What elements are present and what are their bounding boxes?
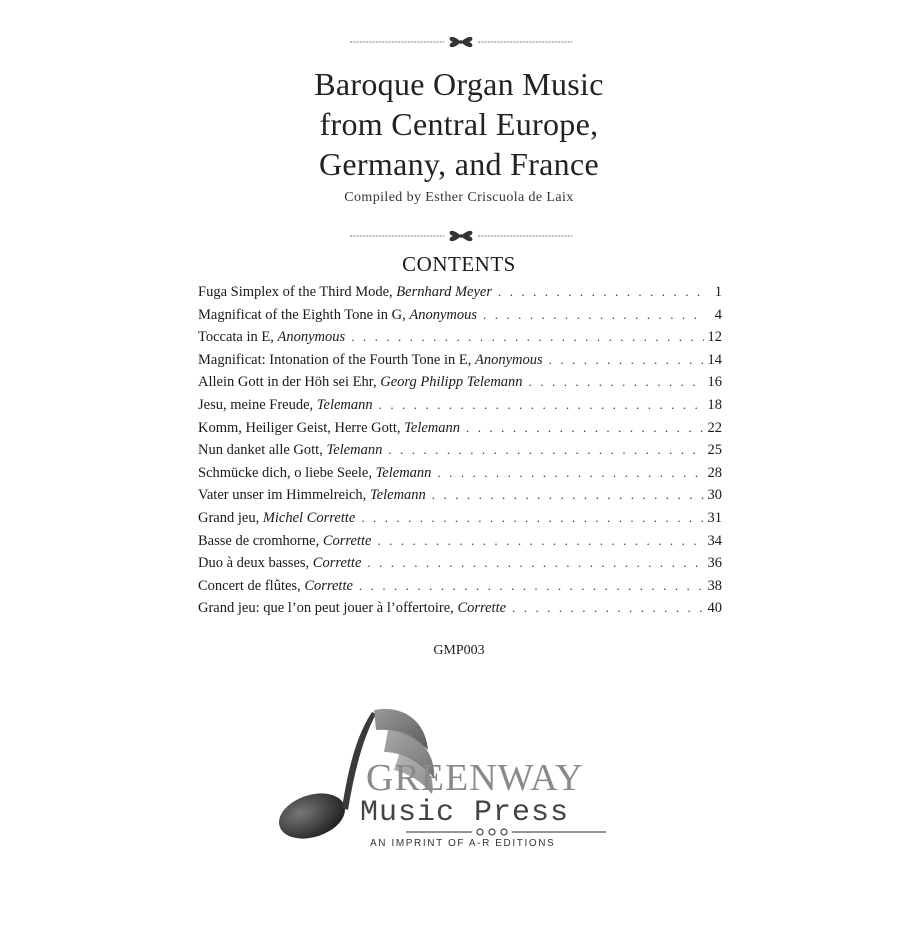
toc-leader-dots (512, 600, 703, 616)
toc-page-number: 34 (707, 532, 722, 549)
toc-entry (198, 374, 722, 397)
toc-title: Concert de flûtes, Corrette (198, 577, 353, 594)
toc-page-number: 4 (714, 306, 722, 323)
toc-title: Grand jeu: que l’on peut jouer à l’offertoire, Corrette (198, 600, 507, 617)
toc-title: Schmücke dich, o liebe Seele, Telemann (198, 464, 432, 481)
toc-page-number: 16 (707, 374, 722, 391)
toc-leader-dots (379, 397, 704, 413)
toc-entry (198, 465, 722, 488)
toc-entry (198, 510, 722, 533)
toc-composer: Telemann (404, 419, 461, 436)
toc-page-number: 12 (707, 329, 722, 346)
toc-page-number: 28 (707, 464, 722, 481)
toc-composer: Telemann (375, 464, 432, 481)
toc-composer: Telemann (326, 442, 383, 459)
toc-leader-dots (351, 329, 703, 345)
toc-composer: Corrette (322, 532, 372, 549)
toc-page-number: 38 (707, 577, 722, 594)
toc-page-number: 25 (707, 442, 722, 459)
toc-composer: Corrette (304, 577, 353, 594)
title-line-1: Baroque Organ Music (314, 66, 604, 102)
toc-entry (198, 307, 722, 330)
toc-page-number: 1 (714, 284, 722, 300)
toc-composer: Bernhard Meyer (396, 284, 492, 300)
contents-heading: CONTENTS (402, 252, 516, 276)
toc-title: Vater unser im Himmelreich, Telemann (198, 487, 426, 504)
toc-entry (198, 420, 722, 443)
toc-entry (198, 600, 722, 623)
toc-composer: Georg Philipp Telemann (380, 374, 523, 391)
table-of-contents (198, 284, 722, 623)
toc-page-number: 31 (707, 509, 722, 526)
title-line-2: from Central Europe, (319, 106, 599, 142)
toc-leader-dots (361, 510, 703, 526)
toc-composer: Michel Corrette (262, 509, 356, 526)
toc-composer: Corrette (312, 555, 362, 572)
toc-title: Jesu, meine Freude, Telemann (198, 396, 373, 413)
book-title (0, 64, 900, 184)
toc-title: Fuga Simplex of the Third Mode, Bernhard Meyer (198, 284, 492, 300)
toc-page-number: 18 (707, 396, 722, 413)
fleuron-icon (450, 37, 473, 47)
title-line-3: Germany, and France (319, 146, 599, 182)
toc-entry (198, 555, 722, 578)
toc-composer: Telemann (369, 487, 426, 504)
toc-title: Duo à deux basses, Corrette (198, 555, 362, 572)
top-ornament-divider (350, 34, 572, 50)
toc-leader-dots (466, 420, 703, 436)
toc-entry (198, 442, 722, 465)
toc-title: Allein Gott in der Höh sei Ehr, Georg Philipp Telemann (198, 374, 523, 391)
toc-leader-dots (432, 487, 704, 503)
logo-imprint: AN IMPRINT OF A-R EDITIONS (370, 838, 556, 849)
toc-page-number: 36 (707, 555, 722, 572)
toc-leader-dots (549, 352, 704, 368)
toc-title: Nun danket alle Gott, Telemann (198, 442, 383, 459)
toc-title: Magnificat of the Eighth Tone in G, Anonymous (198, 306, 478, 323)
toc-composer: Anonymous (277, 329, 346, 346)
toc-page-number: 40 (707, 600, 722, 617)
toc-title: Basse de cromhorne, Corrette (198, 532, 372, 549)
toc-entry (198, 533, 722, 556)
toc-leader-dots (359, 578, 704, 594)
toc-page-number: 14 (707, 351, 722, 368)
logo-name: GREENWAY (366, 757, 584, 799)
logo-subtitle: Music Press (360, 796, 570, 830)
toc-entry (198, 352, 722, 375)
toc-entry (198, 487, 722, 510)
toc-entry (198, 284, 722, 307)
toc-title: Magnificat: Intonation of the Fourth Tone in E, Anonymous (198, 351, 543, 368)
toc-entry (198, 578, 722, 601)
toc-title: Toccata in E, Anonymous (198, 329, 346, 346)
catalog-number: GMP003 (433, 643, 485, 658)
fleuron-icon (450, 231, 473, 241)
toc-title: Grand jeu, Michel Corrette (198, 509, 356, 526)
toc-page-number: 30 (707, 487, 722, 504)
toc-composer: Telemann (316, 396, 373, 413)
toc-composer: Anonymous (409, 306, 478, 323)
toc-leader-dots (377, 533, 703, 549)
toc-page-number: 22 (707, 419, 722, 436)
toc-composer: Corrette (457, 600, 507, 617)
middle-ornament-divider (350, 228, 572, 244)
toc-leader-dots (367, 555, 703, 571)
toc-entry (198, 329, 722, 352)
toc-leader-dots (529, 374, 704, 390)
toc-leader-dots (498, 284, 704, 300)
toc-leader-dots (483, 307, 704, 323)
toc-composer: Anonymous (475, 351, 543, 368)
toc-leader-dots (437, 465, 703, 481)
toc-leader-dots (388, 442, 703, 458)
toc-title: Komm, Heiliger Geist, Herre Gott, Telemann (198, 419, 461, 436)
compiled-by: Compiled by Esther Criscuola de Laix (344, 190, 574, 205)
toc-entry (198, 397, 722, 420)
